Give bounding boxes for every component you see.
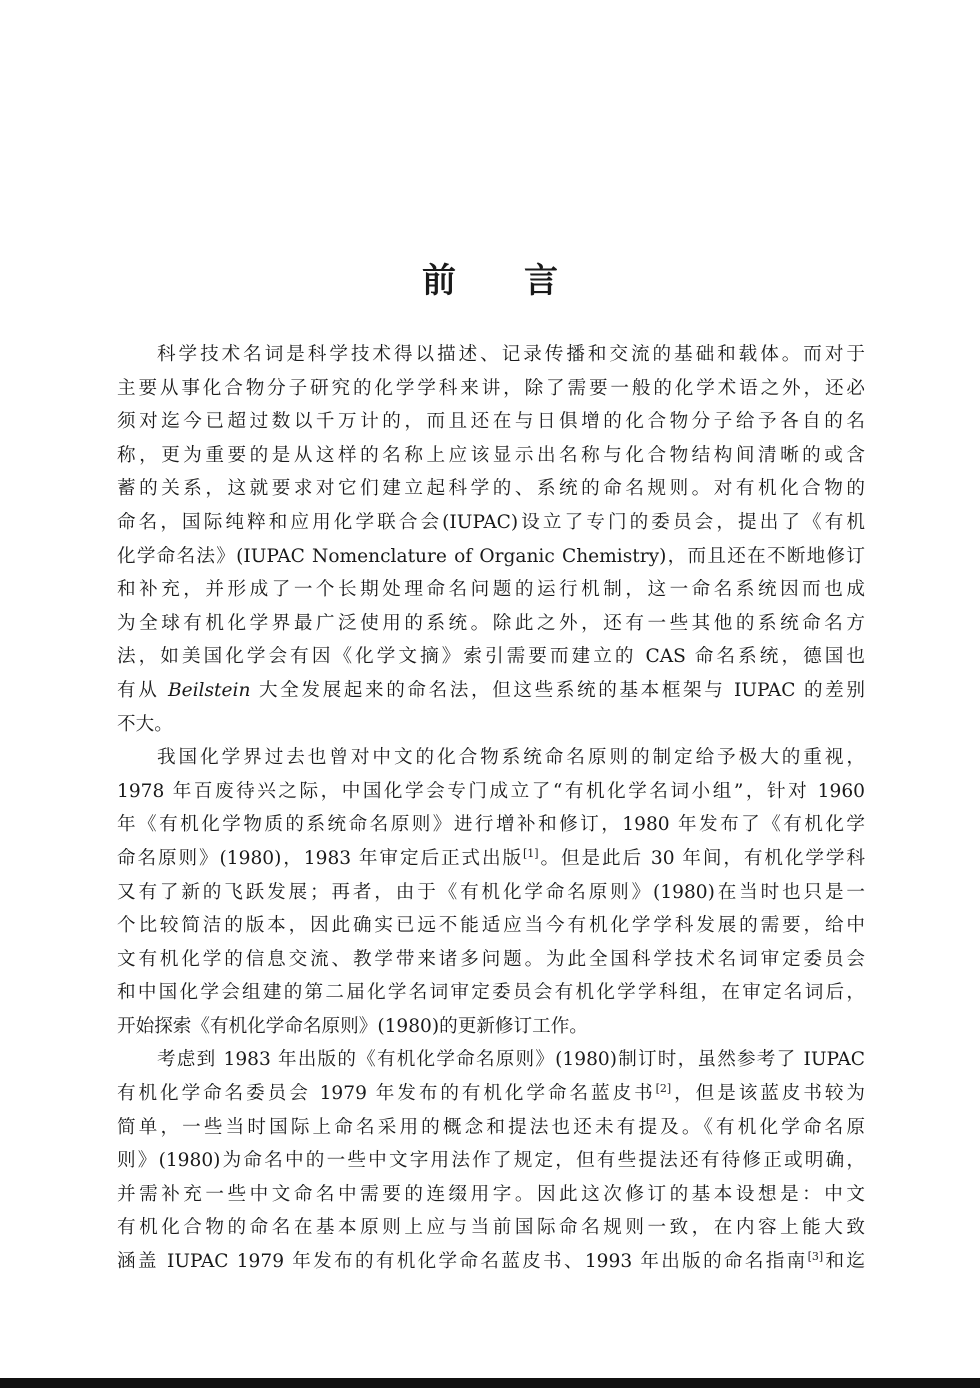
body-text (117, 338, 865, 1279)
title-char-1: 前 (422, 261, 456, 301)
citation-ref: [2] (655, 1082, 672, 1096)
text-line: 有机化合物的命名在基本原则上应与当前国际命名规则一致，在内容上能大致 (117, 1217, 865, 1239)
text-line: 称，更为重要的是从这样的名称上应该显示出名称与化合物结构间清晰的或含 (117, 444, 865, 466)
paragraph-1 (117, 338, 865, 741)
text-line: 法，如美国化学会有因《化学文摘》索引需要而建立的 CAS 命名系统，德国也 (117, 646, 865, 668)
citation-ref: [1] (523, 846, 539, 860)
text-line: 须对迄今已超过数以千万计的，而且还在与日俱增的化合物分子给予各自的名 (117, 411, 865, 433)
text-line: 我国化学界过去也曾对中文的化合物系统命名原则的制定给予极大的重视， (157, 747, 865, 769)
text-line: 又有了新的飞跃发展；再者，由于《有机化学命名原则》(1980)在当时也只是一 (117, 881, 865, 903)
italic-term: Beilstein (167, 679, 251, 701)
text-line: 和中国化学会组建的第二届化学名词审定委员会有机化学学科组，在审定名词后， (117, 982, 865, 1004)
text-line: 不大。 (117, 713, 173, 735)
text-line: 科学技术名词是科学技术得以描述、记录传播和交流的基础和载体。而对于 (157, 344, 865, 365)
text-line: 1978 年百废待兴之际，中国化学会专门成立了“有机化学名词小组”，针对 1960 (117, 780, 865, 802)
text-line: 考虑到 1983 年出版的《有机化学命名原则》(1980)制订时，虽然参考了 IUPAC (157, 1049, 865, 1071)
text-line: 为全球有机化学界最广泛使用的系统。除此之外，还有一些其他的系统命名方 (117, 612, 865, 634)
text-line: 开始探索《有机化学命名原则》(1980)的更新修订工作。 (117, 1015, 588, 1037)
text-line: 年《有机化学物质的系统命名原则》进行增补和修订，1980 年发布了《有机化学 (117, 814, 865, 836)
paragraph-3 (117, 1043, 865, 1278)
text-line: 并需补充一些中文命名中需要的连缀用字。因此这次修订的基本设想是：中文 (117, 1183, 865, 1205)
text-line: 命名，国际纯粹和应用化学联合会(IUPAC)设立了专门的委员会，提出了《有机 (117, 511, 865, 533)
text-line: 有从 Beilstein 大全发展起来的命名法，但这些系统的基本框架与 IUPAC 的差别 (117, 679, 865, 701)
text-line: 和补充，并形成了一个长期处理命名问题的运行机制，这一命名系统因而也成 (117, 579, 865, 601)
text-line: 简单，一些当时国际上命名采用的概念和提法也还未有提及。《有机化学命名原 (117, 1116, 865, 1138)
text-line: 主要从事化合物分子研究的化学学科来讲，除了需要一般的化学术语之外，还必 (117, 377, 865, 399)
text-line: 涵盖 IUPAC 1979 年发布的有机化学命名蓝皮书、1993 年出版的命名指南[3]和迄 (117, 1250, 865, 1273)
paragraph-2 (117, 741, 865, 1043)
page-title (0, 258, 980, 304)
text-line: 蓄的关系，这就要求对它们建立起科学的、系统的命名规则。对有机化合物的 (117, 478, 865, 500)
text-line: 则》(1980)为命名中的一些中文字用法作了规定，但有些提法还有待修正或明确， (117, 1150, 865, 1172)
title-char-2: 言 (524, 261, 558, 301)
text-line: 化学命名法》(IUPAC Nomenclature of Organic Chemistry)，而且还在不断地修订 (117, 545, 865, 567)
text-line: 个比较简洁的版本，因此确实已远不能适应当今有机化学学科发展的需要，给中 (117, 915, 865, 937)
text-line: 有机化学命名委员会 1979 年发布的有机化学命名蓝皮书[2]，但是该蓝皮书较为 (117, 1082, 865, 1105)
text-line: 命名原则》(1980)，1983 年审定后正式出版[1]。但是此后 30 年间，有机化学学科 (117, 846, 866, 869)
citation-ref: [3] (807, 1250, 824, 1264)
text-line: 文有机化学的信息交流、教学带来诸多问题。为此全国科学技术名词审定委员会 (117, 948, 865, 970)
bottom-border (0, 1378, 980, 1388)
